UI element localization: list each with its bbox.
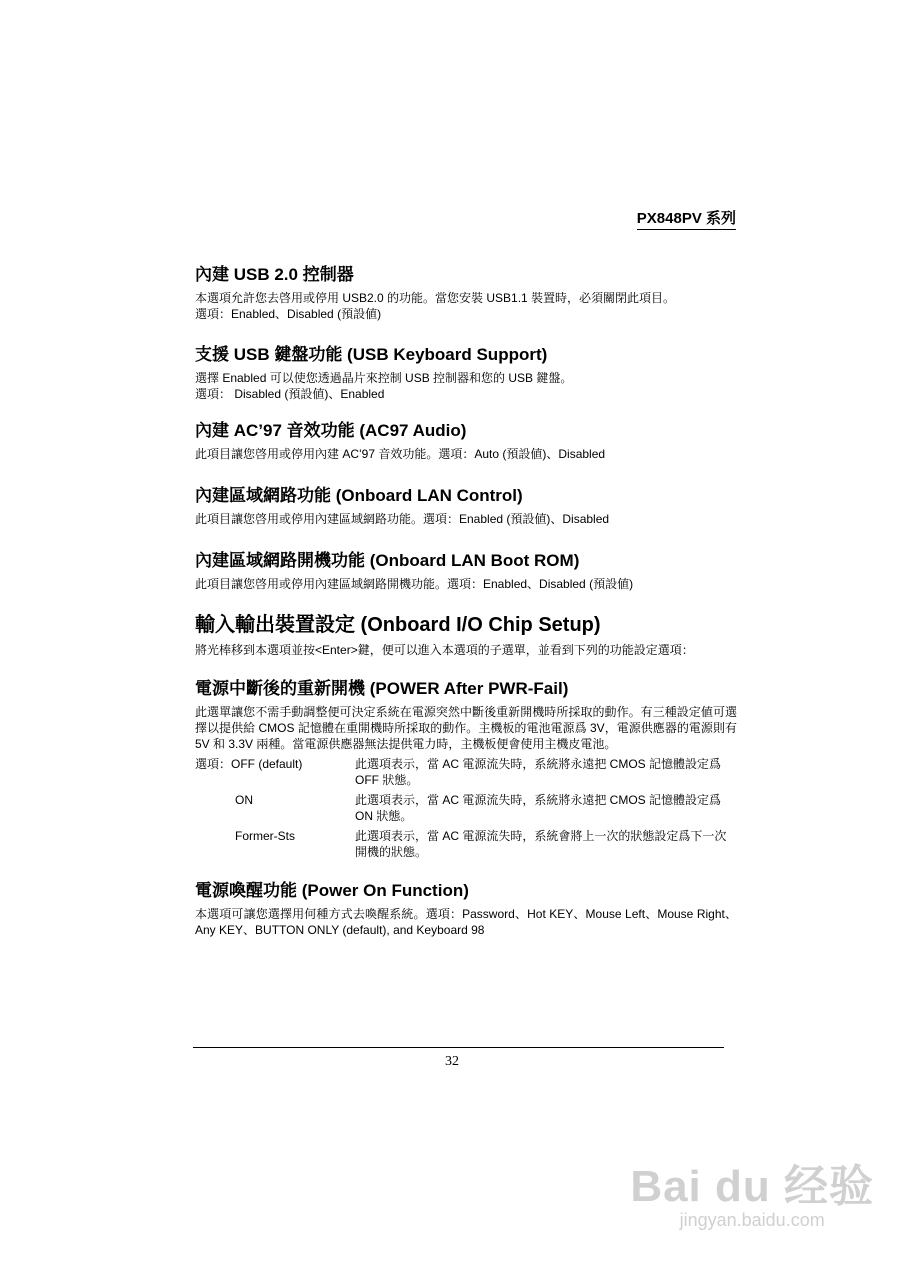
section-title: 內建 USB 2.0 控制器	[195, 265, 354, 284]
option-desc: 此選項表示，當 AC 電源流失時，系統將永遠把 CMOS 記憶體設定爲 OFF 狀態。	[355, 757, 722, 787]
section-paragraph: 將光棒移到本選項並按<Enter>鍵，便可以進入本選項的子選單，並看到下列的功能設定選項：	[195, 643, 694, 657]
section-power-on-function	[195, 880, 737, 938]
section-lan-boot-rom	[195, 550, 737, 592]
baidu-watermark	[630, 1150, 874, 1231]
section-usb-keyboard	[195, 344, 737, 402]
section-title: 內建區域網路開機功能 (Onboard LAN Boot ROM)	[195, 551, 580, 570]
section-paragraph: 此項目讓您啓用或停用內建區域網路開機功能。選項：Enabled、Disabled (預設値)	[195, 577, 634, 591]
section-ac97-audio	[195, 420, 737, 462]
section-paragraph: 此項目讓您啓用或停用內建區域網路功能。選項：Enabled (預設値)、Disabled	[195, 512, 610, 526]
section-paragraph: 本選項允許您去啓用或停用 USB2.0 的功能。當您安裝 USB1.1 裝置時，必須關閉此項目。	[195, 291, 676, 305]
page-number: 32	[445, 1054, 459, 1069]
section-io-chip-setup	[195, 612, 737, 658]
watermark-logo: Bai du 经验	[630, 1162, 874, 1211]
option-key: 選項：OFF (default)	[195, 757, 303, 771]
section-paragraph: 此項目讓您啓用或停用內建 AC’97 音效功能。選項：Auto (預設値)、Disabled	[195, 447, 606, 461]
section-paragraph: 選項：Enabled、Disabled (預設値)	[195, 307, 382, 321]
watermark-url: jingyan.baidu.com	[679, 1210, 825, 1230]
section-paragraph: 此選單讓您不需手動調整便可決定系統在電源突然中斷後重新開機時所採取的動作。有三種設定値可選擇以提供給 CMOS 記憶體在重開機時所採取的動作。主機板的電池電源爲 3V，電源供應器的電源則有 5V 和 3.3V 兩種。當電源供應器無法提供電力時，主機板便會使用主機皮電池。	[195, 705, 737, 751]
option-desc: 此選項表示，當 AC 電源流失時，系統會將上一次的狀態設定爲下一次開機的狀態。	[355, 829, 727, 859]
section-paragraph: 選項： Disabled (預設値)、Enabled	[195, 387, 385, 401]
section-paragraph: 選擇 Enabled 可以使您透過晶片來控制 USB 控制器和您的 USB 鍵盤。	[195, 371, 573, 385]
document-body	[195, 264, 737, 960]
section-power-after-fail	[195, 678, 737, 860]
section-title: 輸入輸出裝置設定 (Onboard I/O Chip Setup)	[195, 614, 601, 636]
option-key: ON	[235, 793, 253, 807]
section-title: 支援 USB 鍵盤功能 (USB Keyboard Support)	[195, 345, 548, 364]
footer-divider	[193, 1047, 724, 1048]
options-list	[195, 756, 737, 860]
section-title: 電源喚醒功能 (Power On Function)	[195, 881, 469, 900]
section-onboard-lan	[195, 485, 737, 527]
section-title: 內建區域網路功能 (Onboard LAN Control)	[195, 486, 523, 505]
document-header: PX848PV 系列	[637, 207, 736, 230]
section-paragraph: 本選項可讓您選擇用何種方式去喚醒系統。選項：Password、Hot KEY、Mouse Left、Mouse Right、Any KEY、BUTTON ONLY (default), and Keyboard 98	[195, 907, 737, 937]
option-key: Former-Sts	[235, 829, 295, 843]
option-desc: 此選項表示，當 AC 電源流失時，系統將永遠把 CMOS 記憶體設定爲 ON 狀態。	[355, 793, 722, 823]
section-title: 內建 AC’97 音效功能 (AC97 Audio)	[195, 421, 467, 440]
section-title: 電源中斷後的重新開機 (POWER After PWR-Fail)	[195, 679, 569, 698]
section-usb2-controller	[195, 264, 737, 322]
